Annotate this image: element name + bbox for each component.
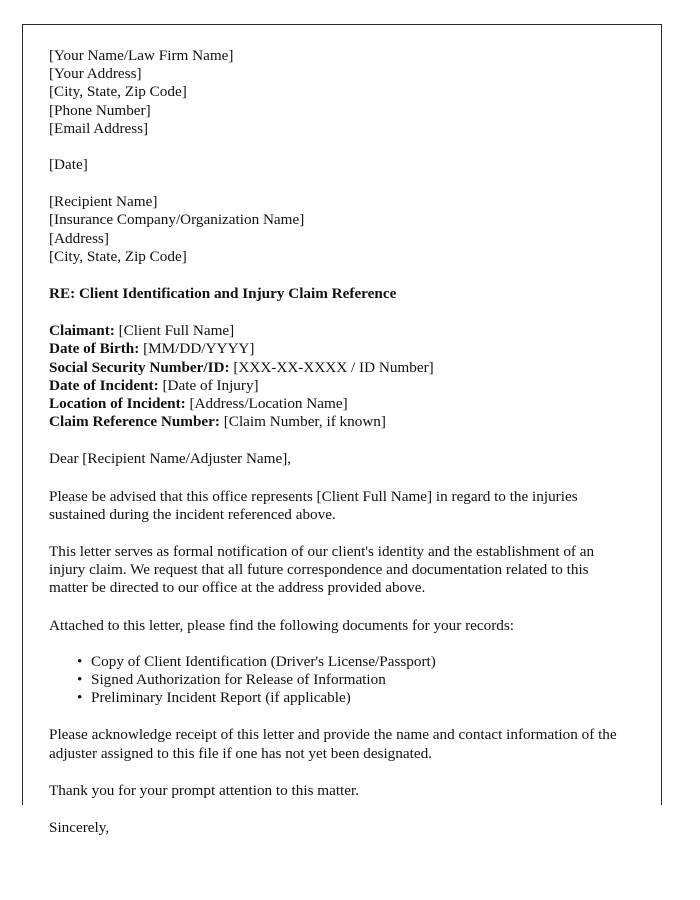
claim-detail-value: [Claim Number, if known] bbox=[223, 413, 386, 431]
sender-line: [City, State, Zip Code] bbox=[49, 83, 187, 101]
spacer bbox=[49, 266, 633, 285]
letter-page bbox=[22, 24, 662, 837]
spacer bbox=[49, 303, 633, 322]
list-item: • Copy of Client Identification (Driver's License/Passport) bbox=[91, 653, 633, 671]
claim-detail-label: Location of Incident: bbox=[49, 395, 186, 413]
recipient-line: [City, State, Zip Code] bbox=[49, 247, 187, 265]
claim-detail-value: [Address/Location Name] bbox=[189, 395, 348, 413]
closing-paragraph: Please acknowledge receipt of this letter and provide the name and contact information of the adjuster assigned to this file if one has not yet been designated. bbox=[49, 726, 617, 762]
attachments-intro: Attached to this letter, please find the following documents for your records: bbox=[49, 616, 515, 634]
claim-detail-label: Claim Reference Number: bbox=[49, 413, 220, 431]
list-item: • Signed Authorization for Release of Information bbox=[91, 671, 633, 689]
letter-body bbox=[23, 25, 661, 837]
sender-line: [Your Name/Law Firm Name] bbox=[49, 47, 234, 64]
attachments-list bbox=[49, 653, 633, 708]
salutation: Dear [Recipient Name/Adjuster Name], bbox=[49, 450, 292, 468]
sender-line: [Phone Number] bbox=[49, 101, 151, 119]
recipient-line: [Recipient Name] bbox=[49, 193, 158, 211]
spacer bbox=[49, 800, 633, 819]
recipient-line: [Address] bbox=[49, 229, 109, 247]
spacer bbox=[49, 763, 633, 782]
spacer bbox=[49, 174, 633, 193]
claim-details-block bbox=[49, 322, 633, 431]
claim-detail-row bbox=[49, 359, 633, 377]
closing-paragraph: Thank you for your prompt attention to this matter. bbox=[49, 781, 360, 799]
spacer bbox=[49, 469, 633, 488]
claim-detail-value: [XXX-XX-XXXX / ID Number] bbox=[233, 358, 434, 376]
spacer bbox=[49, 431, 633, 450]
spacer bbox=[49, 598, 633, 617]
claim-detail-value: [Date of Injury] bbox=[162, 376, 259, 394]
recipient-address-block bbox=[49, 193, 633, 266]
list-item: • Preliminary Incident Report (if applicable) bbox=[91, 689, 633, 707]
spacer bbox=[49, 138, 633, 156]
letter-date: [Date] bbox=[49, 156, 88, 174]
body-paragraph: This letter serves as formal notification of our client's identity and the establishment of an injury claim. We request that all future correspondence and documentation related to this matter be directed to our office at the address provided above. bbox=[49, 543, 595, 597]
claim-detail-row bbox=[49, 395, 633, 413]
claim-detail-row bbox=[49, 377, 633, 395]
claim-detail-label: Date of Birth: bbox=[49, 340, 140, 358]
claim-detail-label: Date of Incident: bbox=[49, 376, 159, 394]
claim-detail-row bbox=[49, 322, 633, 340]
subject-heading: RE: Client Identification and Injury Claim Reference bbox=[49, 285, 397, 303]
claim-detail-row bbox=[49, 413, 633, 431]
claim-detail-label: Claimant: bbox=[49, 322, 115, 340]
sender-address-block bbox=[49, 47, 633, 138]
claim-detail-value: [MM/DD/YYYY] bbox=[143, 340, 255, 358]
sender-line: [Your Address] bbox=[49, 65, 142, 83]
recipient-line: [Insurance Company/Organization Name] bbox=[49, 211, 305, 229]
body-paragraph: Please be advised that this office represents [Client Full Name] in regard to the injuries sustained during the incident referenced above. bbox=[49, 487, 578, 523]
claim-detail-label: Social Security Number/ID: bbox=[49, 358, 230, 376]
spacer bbox=[49, 707, 633, 726]
signoff: Sincerely, bbox=[49, 819, 110, 837]
sender-line: [Email Address] bbox=[49, 119, 149, 137]
claim-detail-row bbox=[49, 340, 633, 358]
spacer bbox=[49, 524, 633, 543]
spacer bbox=[49, 635, 633, 653]
claim-detail-value: [Client Full Name] bbox=[118, 322, 235, 340]
